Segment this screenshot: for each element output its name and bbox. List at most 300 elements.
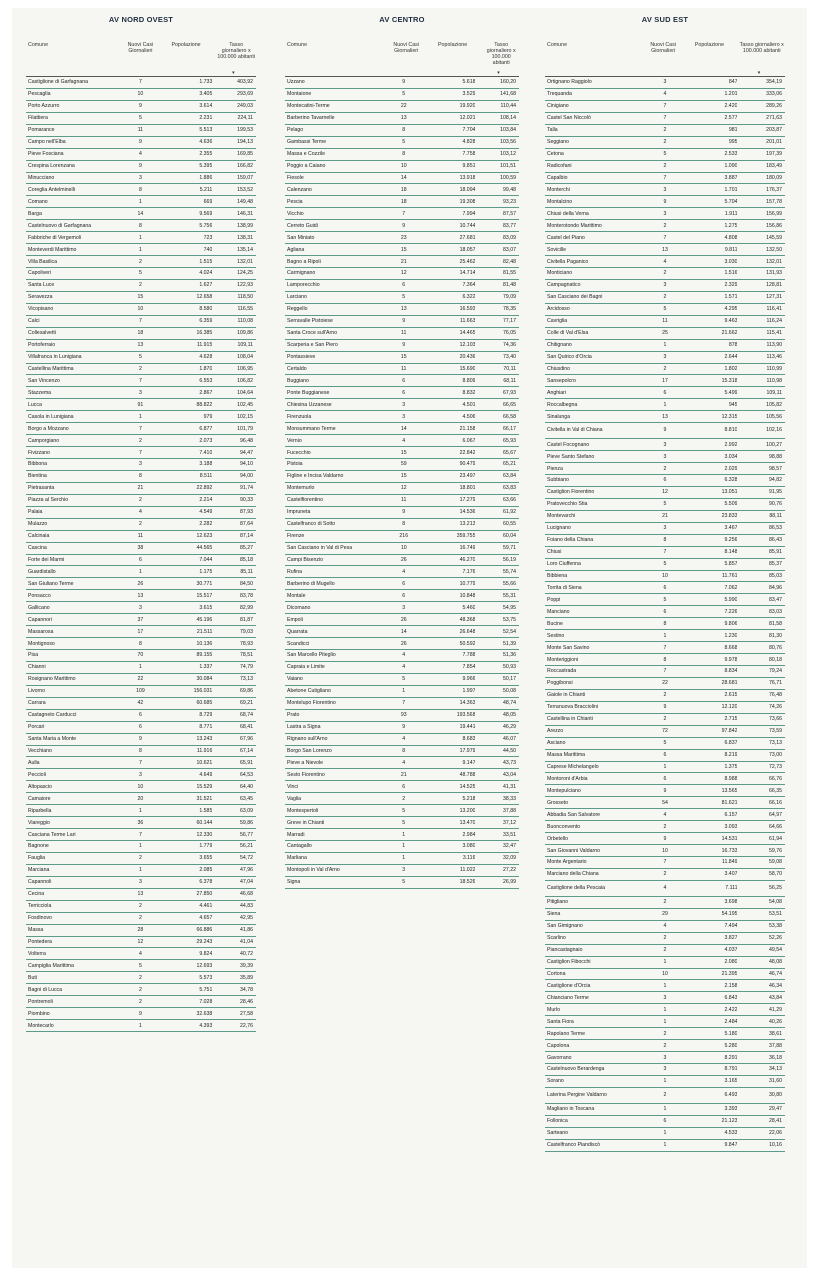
table-row <box>26 268 256 280</box>
cell-tasso: 85,03 <box>737 570 785 582</box>
cell-nuovi-casi: 4 <box>388 661 419 673</box>
table-row <box>285 852 519 864</box>
cell-tasso: 105,56 <box>737 411 785 423</box>
cell-nuovi-casi: 6 <box>648 475 683 487</box>
table-row <box>26 88 256 100</box>
cell-comune: Castelfiorentino <box>285 494 388 506</box>
cell-popolazione: 12.623 <box>156 530 213 542</box>
cell-tasso: 48,08 <box>737 956 785 968</box>
cell-nuovi-casi: 18 <box>388 184 419 196</box>
cell-tasso: 44,50 <box>475 745 519 757</box>
cell-comune: Sinalunga <box>545 411 648 423</box>
cell-comune: Porto Azzurro <box>26 100 125 112</box>
cell-tasso: 271,63 <box>737 112 785 124</box>
cell-popolazione: 9.824 <box>156 948 213 960</box>
cell-tasso: 109,86 <box>212 327 256 339</box>
cell-popolazione: 26.648 <box>419 626 475 638</box>
cell-comune: Stazzema <box>26 387 125 399</box>
table-row <box>545 857 785 869</box>
header-popolazione[interactable]: Popolazione <box>171 42 201 48</box>
cell-tasso: 66,17 <box>475 423 519 435</box>
cell-popolazione: 8.580 <box>156 303 213 315</box>
cell-popolazione: 847 <box>682 77 737 88</box>
cell-comune: Dicomano <box>285 602 388 614</box>
table-row <box>545 992 785 1004</box>
table-row <box>545 522 785 534</box>
cell-popolazione: 18.094 <box>419 184 475 196</box>
cell-comune: Camaiore <box>26 793 125 805</box>
cell-popolazione: 6.157 <box>682 809 737 821</box>
table-row <box>285 626 519 638</box>
cell-nuovi-casi: 8 <box>125 745 156 757</box>
table-row <box>285 447 519 459</box>
cell-tasso: 110,08 <box>212 315 256 327</box>
cell-nuovi-casi: 6 <box>648 582 683 594</box>
cell-tasso: 293,69 <box>212 88 256 100</box>
cell-nuovi-casi: 12 <box>648 486 683 498</box>
cell-tasso: 90,33 <box>212 494 256 506</box>
cell-popolazione: 13.243 <box>156 733 213 745</box>
header-nuovi-casi[interactable]: Nuovi Casi Giornalieri <box>127 42 154 54</box>
table-row <box>26 220 256 232</box>
sort-desc-icon[interactable]: ▾ <box>497 70 500 76</box>
cell-nuovi-casi: 3 <box>648 992 683 1004</box>
table-row <box>285 685 519 697</box>
cell-tasso: 127,31 <box>737 291 785 303</box>
cell-nuovi-casi: 4 <box>648 809 683 821</box>
cell-tasso: 53,38 <box>737 920 785 932</box>
cell-comune: Arezzo <box>545 725 648 737</box>
cell-nuovi-casi: 11 <box>125 124 156 136</box>
cell-nuovi-casi: 2 <box>648 291 683 303</box>
cell-nuovi-casi: 5 <box>125 960 156 972</box>
table-row <box>26 638 256 650</box>
cell-comune: Calcinaia <box>26 530 125 542</box>
cell-popolazione: 2.158 <box>682 980 737 992</box>
cell-comune: Castiglione di Garfagnana <box>26 77 125 88</box>
cell-popolazione: 25.462 <box>419 256 475 268</box>
cell-tasso: 166,82 <box>212 160 256 172</box>
cell-popolazione: 7.226 <box>682 606 737 618</box>
cell-nuovi-casi: 2 <box>648 1040 683 1052</box>
cell-nuovi-casi: 3 <box>648 77 683 88</box>
cell-popolazione: 9.569 <box>156 208 213 220</box>
cell-comune: Villa Basilica <box>26 256 125 268</box>
cell-popolazione: 2.422 <box>682 1004 737 1016</box>
table-row <box>26 351 256 363</box>
cell-nuovi-casi: 2 <box>125 984 156 996</box>
table-row <box>26 244 256 256</box>
cell-nuovi-casi: 14 <box>388 626 419 638</box>
cell-comune: San Quirico d'Orcia <box>545 351 648 363</box>
cell-tasso: 55,66 <box>475 578 519 590</box>
cell-tasso: 109,11 <box>212 339 256 351</box>
cell-comune: Forte dei Marmi <box>26 554 125 566</box>
cell-nuovi-casi: 2 <box>648 932 683 944</box>
cell-popolazione: 5.280 <box>682 1040 737 1052</box>
cell-comune: Pieve a Nievole <box>285 757 388 769</box>
cell-comune: Pontassieve <box>285 351 388 363</box>
cell-popolazione: 12.103 <box>419 339 475 351</box>
cell-comune: Vaglia <box>285 793 388 805</box>
cell-comune: Poggio a Caiano <box>285 160 388 172</box>
cell-comune: Pieve Fosciana <box>26 148 125 160</box>
cell-nuovi-casi: 1 <box>125 1020 156 1032</box>
cell-popolazione: 7.028 <box>156 996 213 1008</box>
header-tasso[interactable]: Tasso giornaliero x 100.000 abitanti <box>739 42 784 54</box>
cell-nuovi-casi: 8 <box>648 654 683 666</box>
cell-comune: Castel San Niccolò <box>545 112 648 124</box>
cell-tasso: 39,39 <box>212 960 256 972</box>
cell-popolazione: 8.291 <box>682 1052 737 1064</box>
cell-nuovi-casi: 2 <box>648 821 683 833</box>
cell-nuovi-casi: 2 <box>648 689 683 701</box>
cell-tasso: 201,01 <box>737 136 785 148</box>
cell-nuovi-casi: 3 <box>388 411 419 423</box>
data-table <box>545 77 785 1152</box>
cell-comune: Uzzano <box>285 77 388 88</box>
header-tasso[interactable]: Tasso giornaliero x 100.000 abitanti <box>217 42 256 60</box>
cell-popolazione: 13.213 <box>419 518 475 530</box>
cell-nuovi-casi: 15 <box>388 351 419 363</box>
cell-nuovi-casi: 2 <box>125 852 156 864</box>
cell-popolazione: 48.368 <box>419 614 475 626</box>
sort-desc-icon[interactable]: ▾ <box>757 70 761 76</box>
header-comune[interactable]: Comune <box>547 42 568 48</box>
cell-nuovi-casi: 9 <box>388 339 419 351</box>
cell-comune: Castiglione d'Orcia <box>545 980 648 992</box>
cell-tasso: 29,47 <box>737 1103 785 1115</box>
cell-comune: Montalcino <box>545 196 648 208</box>
table-row <box>26 196 256 208</box>
cell-comune: Palaia <box>26 506 125 518</box>
table-row <box>26 996 256 1008</box>
table-row <box>545 1075 785 1087</box>
cell-nuovi-casi: 2 <box>125 912 156 924</box>
cell-tasso: 74,26 <box>737 701 785 713</box>
cell-nuovi-casi: 6 <box>388 781 419 793</box>
cell-comune: Poggibonsi <box>545 677 648 689</box>
cell-nuovi-casi: 2 <box>648 713 683 725</box>
cell-comune: Montopoli in Val d'Arno <box>285 864 388 876</box>
cell-popolazione: 22.842 <box>419 447 475 459</box>
cell-comune: Siena <box>545 908 648 920</box>
cell-nuovi-casi: 2 <box>648 220 683 232</box>
table-row <box>26 554 256 566</box>
cell-comune: Terricciola <box>26 900 125 912</box>
cell-tasso: 86,53 <box>737 522 785 534</box>
cell-nuovi-casi: 11 <box>648 315 683 327</box>
cell-comune: Santa Fiora <box>545 1016 648 1028</box>
cell-comune: San Casciano dei Bagni <box>545 291 648 303</box>
cell-popolazione: 3.030 <box>682 256 737 268</box>
cell-comune: Villafranca in Lunigiana <box>26 351 125 363</box>
cell-comune: Rignano sull'Arno <box>285 733 388 745</box>
table-header[interactable] <box>545 28 785 77</box>
table-row <box>26 590 256 602</box>
cell-nuovi-casi: 11 <box>125 530 156 542</box>
cell-nuovi-casi: 6 <box>648 606 683 618</box>
cell-popolazione: 1.627 <box>156 279 213 291</box>
cell-comune: Massarosa <box>26 626 125 638</box>
cell-nuovi-casi: 3 <box>648 1064 683 1076</box>
cell-tasso: 54,95 <box>475 602 519 614</box>
header-comune[interactable]: Comune <box>287 42 308 48</box>
cell-comune: Collesalvetti <box>26 327 125 339</box>
cell-nuovi-casi: 1 <box>648 339 683 351</box>
cell-comune: Viareggio <box>26 817 125 829</box>
cell-tasso: 96,48 <box>212 435 256 447</box>
cell-nuovi-casi: 12 <box>388 268 419 280</box>
cell-nuovi-casi: 1 <box>648 980 683 992</box>
table-row <box>545 749 785 761</box>
cell-nuovi-casi: 5 <box>125 112 156 124</box>
header-nuovi-casi[interactable]: Nuovi Casi Giornalieri <box>650 42 676 54</box>
cell-tasso: 87,14 <box>212 530 256 542</box>
cell-popolazione: 5.218 <box>419 793 475 805</box>
table-row <box>26 315 256 327</box>
cell-comune: Chianciano Terme <box>545 992 648 1004</box>
cell-nuovi-casi: 8 <box>388 745 419 757</box>
cell-comune: Monsummano Terme <box>285 423 388 435</box>
cell-nuovi-casi: 37 <box>125 614 156 626</box>
cell-popolazione: 14.714 <box>419 268 475 280</box>
cell-tasso: 74,36 <box>475 339 519 351</box>
cell-tasso: 43,04 <box>475 769 519 781</box>
cell-nuovi-casi: 15 <box>125 291 156 303</box>
cell-nuovi-casi: 13 <box>388 303 419 315</box>
cell-nuovi-casi: 9 <box>388 315 419 327</box>
cell-comune: Livorno <box>26 685 125 697</box>
cell-tasso: 156,99 <box>737 208 785 220</box>
cell-tasso: 42,95 <box>212 912 256 924</box>
sort-desc-icon[interactable]: ▾ <box>232 70 235 76</box>
cell-nuovi-casi: 109 <box>125 685 156 697</box>
cell-comune: Grosseto <box>545 797 648 809</box>
cell-tasso: 41,31 <box>475 781 519 793</box>
cell-tasso: 105,82 <box>737 399 785 411</box>
table-row <box>26 948 256 960</box>
table-row <box>285 829 519 841</box>
cell-tasso: 41,29 <box>737 1004 785 1016</box>
cell-comune: Reggello <box>285 303 388 315</box>
table-row <box>26 208 256 220</box>
cell-nuovi-casi: 26 <box>388 638 419 650</box>
table-row <box>545 439 785 451</box>
cell-tasso: 157,78 <box>737 196 785 208</box>
cell-tasso: 66,58 <box>475 411 519 423</box>
cell-popolazione: 5.509 <box>682 498 737 510</box>
cell-comune: Trequanda <box>545 88 648 100</box>
cell-tasso: 31,60 <box>737 1075 785 1087</box>
cell-popolazione: 10.621 <box>156 757 213 769</box>
cell-nuovi-casi: 1 <box>648 1075 683 1087</box>
table-row <box>545 920 785 932</box>
header-popolazione[interactable]: Popolazione <box>438 42 468 48</box>
cell-tasso: 69,21 <box>212 697 256 709</box>
table-row <box>26 685 256 697</box>
cell-popolazione: 16.385 <box>156 327 213 339</box>
cell-popolazione: 2.029 <box>682 463 737 475</box>
table-row <box>545 666 785 678</box>
cell-nuovi-casi: 3 <box>648 451 683 463</box>
cell-tasso: 46,07 <box>475 733 519 745</box>
cell-comune: Volterra <box>26 948 125 960</box>
cell-nuovi-casi: 7 <box>648 546 683 558</box>
cell-popolazione: 7.176 <box>419 566 475 578</box>
table-row <box>285 733 519 745</box>
table-row <box>285 554 519 566</box>
header-tasso[interactable]: Tasso giornaliero x 100.000 abitanti <box>486 42 516 66</box>
cell-popolazione: 3.698 <box>682 896 737 908</box>
table-row <box>545 896 785 908</box>
cell-popolazione: 1.275 <box>682 220 737 232</box>
cell-popolazione: 3.467 <box>682 522 737 534</box>
table-row <box>545 570 785 582</box>
table-row <box>545 594 785 606</box>
table-row <box>545 148 785 160</box>
cell-comune: Roccalbegna <box>545 399 648 411</box>
cell-nuovi-casi: 6 <box>388 279 419 291</box>
cell-popolazione: 7.788 <box>419 650 475 662</box>
table-row <box>545 968 785 980</box>
table-row <box>545 220 785 232</box>
table-row <box>26 781 256 793</box>
table-row <box>285 399 519 411</box>
header-popolazione[interactable]: Popolazione <box>694 42 725 48</box>
cell-popolazione: 29.243 <box>156 936 213 948</box>
table-row <box>285 303 519 315</box>
cell-tasso: 78,35 <box>475 303 519 315</box>
cell-nuovi-casi: 3 <box>648 439 683 451</box>
cell-tasso: 54,08 <box>737 896 785 908</box>
cell-popolazione: 8.809 <box>419 375 475 387</box>
cell-tasso: 56,25 <box>737 880 785 896</box>
cell-nuovi-casi: 8 <box>125 638 156 650</box>
cell-tasso: 86,43 <box>737 534 785 546</box>
section-av-nord-ovest <box>26 14 256 1032</box>
cell-comune: Pontremoli <box>26 996 125 1008</box>
table-row <box>285 112 519 124</box>
cell-popolazione: 23.833 <box>682 510 737 522</box>
cell-nuovi-casi: 10 <box>388 160 419 172</box>
cell-nuovi-casi: 1 <box>648 1139 683 1151</box>
cell-nuovi-casi: 17 <box>125 626 156 638</box>
table-row <box>285 268 519 280</box>
table-row <box>285 864 519 876</box>
cell-tasso: 60,04 <box>475 530 519 542</box>
cell-tasso: 81,55 <box>475 268 519 280</box>
table-header[interactable] <box>26 28 256 77</box>
cell-nuovi-casi: 3 <box>125 459 156 471</box>
cell-tasso: 67,96 <box>212 733 256 745</box>
cell-nuovi-casi: 13 <box>648 244 683 256</box>
cell-popolazione: 3.188 <box>156 459 213 471</box>
cell-nuovi-casi: 1 <box>125 411 156 423</box>
cell-nuovi-casi: 14 <box>388 423 419 435</box>
cell-comune: Bientina <box>26 470 125 482</box>
cell-tasso: 116,55 <box>212 303 256 315</box>
cell-comune: Camporgiano <box>26 435 125 447</box>
cell-nuovi-casi: 3 <box>648 351 683 363</box>
header-comune[interactable]: Comune <box>28 42 49 48</box>
table-row <box>545 124 785 136</box>
table-row <box>545 701 785 713</box>
cell-nuovi-casi: 7 <box>648 112 683 124</box>
cell-nuovi-casi: 22 <box>648 677 683 689</box>
cell-tasso: 66,35 <box>737 785 785 797</box>
cell-comune: Follonica <box>545 1115 648 1127</box>
cell-popolazione: 14.536 <box>419 506 475 518</box>
cell-popolazione: 14.531 <box>682 833 737 845</box>
cell-tasso: 61,94 <box>737 833 785 845</box>
table-row <box>26 387 256 399</box>
cell-popolazione: 8.771 <box>156 721 213 733</box>
cell-popolazione: 7.044 <box>156 554 213 566</box>
table-row <box>285 88 519 100</box>
cell-popolazione: 3.093 <box>682 821 737 833</box>
table-row <box>26 136 256 148</box>
cell-tasso: 94,00 <box>212 470 256 482</box>
table-row <box>285 220 519 232</box>
cell-comune: Guardistallo <box>26 566 125 578</box>
table-header[interactable] <box>285 28 519 77</box>
cell-nuovi-casi: 10 <box>125 88 156 100</box>
cell-tasso: 38,61 <box>737 1028 785 1040</box>
cell-tasso: 34,78 <box>212 984 256 996</box>
cell-tasso: 83,78 <box>212 590 256 602</box>
table-row <box>285 614 519 626</box>
table-row <box>545 725 785 737</box>
cell-tasso: 82,99 <box>212 602 256 614</box>
cell-nuovi-casi: 1 <box>388 829 419 841</box>
cell-popolazione: 1.516 <box>682 268 737 280</box>
cell-nuovi-casi: 70 <box>125 650 156 662</box>
cell-comune: Chiusi <box>545 546 648 558</box>
cell-tasso: 56,21 <box>212 841 256 853</box>
cell-nuovi-casi: 13 <box>125 590 156 602</box>
cell-tasso: 64,53 <box>212 769 256 781</box>
table-row <box>285 506 519 518</box>
cell-popolazione: 16.733 <box>682 845 737 857</box>
cell-popolazione: 156.031 <box>156 685 213 697</box>
table-row <box>285 590 519 602</box>
table-row <box>545 172 785 184</box>
cell-comune: Vaiano <box>285 673 388 685</box>
cell-nuovi-casi: 21 <box>388 256 419 268</box>
cell-tasso: 73,59 <box>737 725 785 737</box>
table-row <box>26 470 256 482</box>
cell-comune: Riparbella <box>26 805 125 817</box>
table-row <box>545 785 785 797</box>
cell-tasso: 37,88 <box>737 1040 785 1052</box>
cell-popolazione: 3.407 <box>682 868 737 880</box>
cell-tasso: 83,03 <box>737 606 785 618</box>
cell-comune: Pieve Santo Stefano <box>545 451 648 463</box>
cell-nuovi-casi: 10 <box>125 781 156 793</box>
cell-popolazione: 54.195 <box>682 908 737 920</box>
cell-comune: Pitigliano <box>545 896 648 908</box>
cell-tasso: 122,93 <box>212 279 256 291</box>
cell-comune: Vecchiano <box>26 745 125 757</box>
header-nuovi-casi[interactable]: Nuovi Casi Giornalieri <box>393 42 419 54</box>
cell-nuovi-casi: 9 <box>125 100 156 112</box>
cell-tasso: 83,47 <box>737 594 785 606</box>
cell-tasso: 138,31 <box>212 232 256 244</box>
table-row <box>545 908 785 920</box>
cell-nuovi-casi: 4 <box>388 733 419 745</box>
cell-popolazione: 8.810 <box>682 423 737 439</box>
